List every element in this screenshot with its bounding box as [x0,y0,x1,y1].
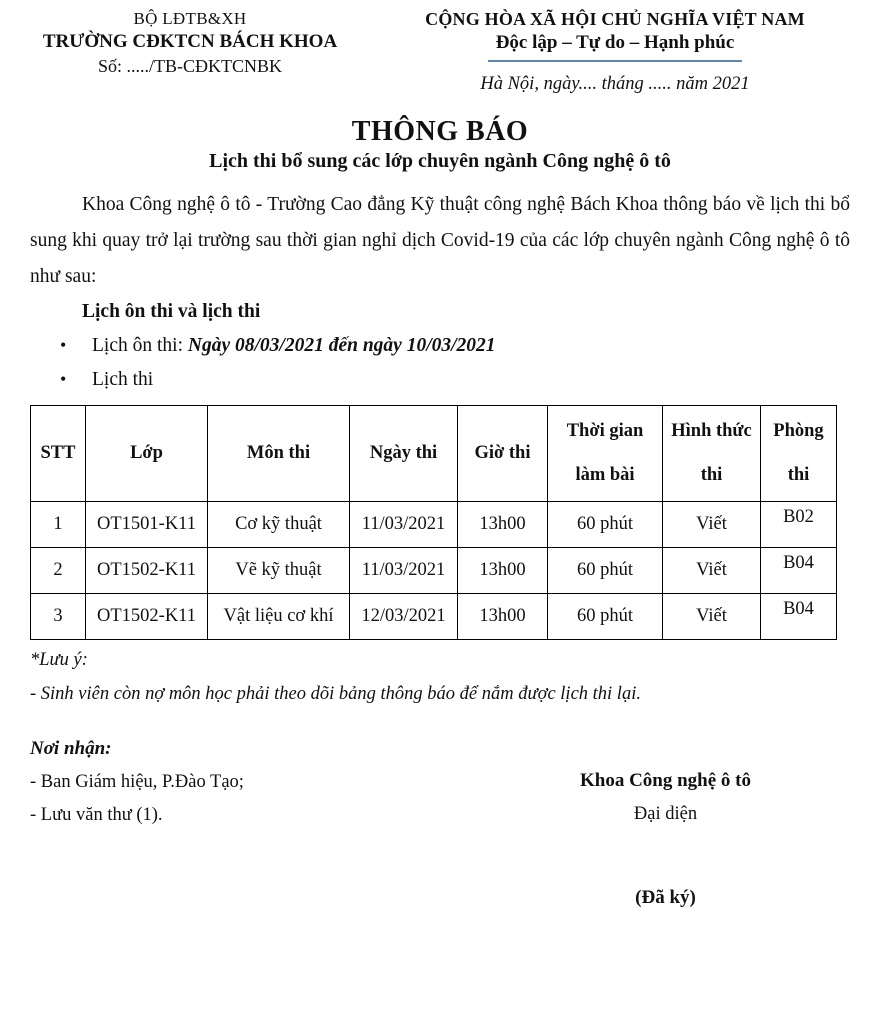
bullet-icon: • [60,369,67,390]
header-cell-duration: Thời gian làm bài [548,406,663,502]
header-cell-time: Giờ thi [458,406,548,502]
header-cell-subject: Môn thi [208,406,350,502]
cell-stt: 1 [31,502,86,548]
cell-room: B04 [761,594,837,640]
motto-line [380,31,850,62]
recipient-item: - Ban Giám hiệu, P.Đào Tạo; [30,772,244,793]
cell-class: OT1502-K11 [86,594,208,640]
motto-text: Độc lập – Tự do – Hạnh phúc [488,31,743,62]
cell-format: Viết [663,548,761,594]
bullet-review-schedule [30,335,850,357]
cell-format: Viết [663,502,761,548]
cell-subject: Cơ kỹ thuật [208,502,350,548]
signed-note: (Đã ký) [635,887,696,909]
cell-duration: 60 phút [548,548,663,594]
national-name: CỘNG HÒA XÃ HỘI CHỦ NGHĨA VIỆT NAM [425,9,805,29]
header-cell-room: Phòng thi [761,406,837,502]
bullet-icon: • [60,335,67,356]
place-date-line: Hà Nội, ngày.... tháng ..... năm 2021 [480,74,750,95]
document-number: Số: ...../TB-CĐKTCNBK [97,55,283,76]
document-title: THÔNG BÁO [351,116,529,148]
cell-subject: Vật liệu cơ khí [208,594,350,640]
cell-duration: 60 phút [548,502,663,548]
header-cell-class: Lớp [86,406,208,502]
signer-role: Đại diện [633,804,698,825]
bullet-review-label: Lịch ôn thi: [92,335,188,357]
signature-block [481,738,850,909]
bullet-review-dates: Ngày 08/03/2021 đến ngày 10/03/2021 [187,335,496,357]
recipients-label: Nơi nhận: [30,738,112,760]
cell-duration: 60 phút [548,594,663,640]
cell-class: OT1501-K11 [86,502,208,548]
header-cell-stt: STT [31,406,86,502]
cell-time: 13h00 [458,502,548,548]
document-subtitle: Lịch thi bổ sung các lớp chuyên ngành Công nghệ ô tô [209,150,671,173]
recipients-block [30,738,481,909]
cell-time: 13h00 [458,594,548,640]
bullet-review-text [92,335,496,357]
cell-room: B02 [761,502,837,548]
cell-date: 12/03/2021 [350,594,458,640]
cell-room: B04 [761,548,837,594]
notes-label: *Lưu ý: [30,650,88,671]
school-name: TRƯỜNG CĐKTCN BÁCH KHOA [42,31,338,53]
table-row [31,548,837,594]
header-cell-format: Hình thức thi [663,406,761,502]
section-heading: Lịch ôn thi và lịch thi [82,301,261,323]
notes-block [30,648,850,706]
bullet-exam-label: Lịch thi [92,369,154,391]
cell-date: 11/03/2021 [350,548,458,594]
note-line: - Sinh viên còn nợ môn học phải theo dõi bảng thông báo để nắm được lịch thi lại. [30,684,641,705]
national-header-block [380,8,850,96]
cell-date: 11/03/2021 [350,502,458,548]
table-header-row [31,406,837,502]
table-row [31,594,837,640]
exam-schedule-table [30,405,837,640]
table-row [31,502,837,548]
intro-paragraph: Khoa Công nghệ ô tô - Trường Cao đẳng Kỹ thuật công nghệ Bách Khoa thông báo về lịch thi bổ sung khi quay trở lại trường sau thời gian nghỉ dịch Covid-19 của các lớp chuyên ngành Công nghệ ô tô như sau: [30,194,850,288]
cell-subject: Vẽ kỹ thuật [208,548,350,594]
title-block [30,116,850,173]
cell-stt: 2 [31,548,86,594]
cell-time: 13h00 [458,548,548,594]
ministry-name: BỘ LĐTB&XH [133,9,247,28]
document-footer [30,738,850,909]
cell-class: OT1502-K11 [86,548,208,594]
cell-format: Viết [663,594,761,640]
recipient-item: - Lưu văn thư (1). [30,805,163,826]
header-cell-date: Ngày thi [350,406,458,502]
document-header [30,8,850,96]
cell-stt: 3 [31,594,86,640]
issuer-block [30,8,350,78]
bullet-exam-schedule [30,369,850,391]
signer-organization: Khoa Công nghệ ô tô [579,770,752,792]
